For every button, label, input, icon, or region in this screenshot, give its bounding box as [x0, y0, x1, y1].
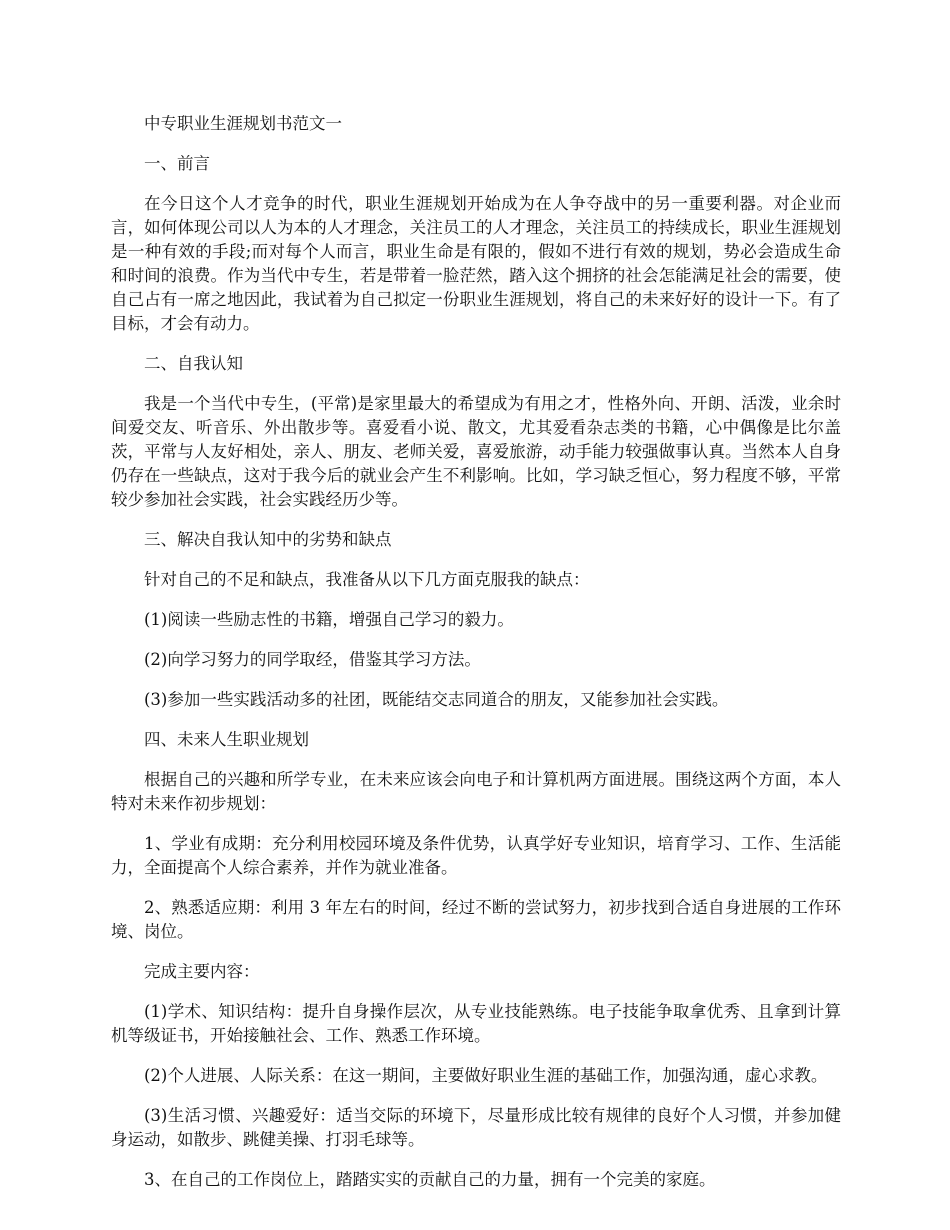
section-heading-weaknesses: 三、解决自我认知中的劣势和缺点	[144, 530, 392, 549]
list-item-weakness-3: (3)参加一些实践活动多的社团，既能结交志同道合的朋友，又能参加社会实践。	[144, 690, 729, 709]
paragraph-preface-body: 在今日这个人才竞争的时代，职业生涯规划开始成为在人争夺战中的另一重要利器。对企业而言，如何体现公司以人为本的人才理念，关注员工的人才理念，关注员工的持续成长，职业生涯规划是一种有效的手段;而对每个人而言，职业生命是有限的，假如不进行有效的规划，势必会造成生命和时间的浪费。作为当代中专生，若是带着一脸茫然，踏入这个拥挤的社会怎能满足社会的需要，使自己占有一席之地因此，我试着为自己拟定一份职业生涯规划，将自己的未来好好的设计一下。有了目标，才会有动力。	[111, 194, 841, 333]
paragraph-self-awareness-body: 我是一个当代中专生，(平常)是家里最大的希望成为有用之才，性格外向、开朗、活泼，业余时间爱交友、听音乐、外出散步等。喜爱看小说、散文，尤其爱看杂志类的书籍，心中偶像是比尔盖茨，平常与人友好相处，亲人、朋友、老师关爱，喜爱旅游，动手能力较强做事认真。当然本人自身仍存在一些缺点，这对于我今后的就业会产生不利影响。比如，学习缺乏恒心，努力程度不够，平常较少参加社会实践，社会实践经历少等。	[111, 394, 841, 509]
section-heading-self-awareness: 二、自我认知	[144, 354, 243, 373]
subheading-main-content: 完成主要内容：	[144, 962, 260, 981]
list-item-content-1: (1)学术、知识结构：提升自身操作层次，从专业技能熟练。电子技能争取拿优秀、且拿到计算机等级证书，开始接触社会、工作、熟悉工作环境。	[111, 1002, 841, 1045]
plan-stage-1: 1、学业有成期：充分利用校园环境及条件优势，认真学好专业知识，培育学习、工作、生活能力，全面提高个人综合素养，并作为就业准备。	[111, 834, 841, 877]
list-item-content-3: (3)生活习惯、兴趣爱好：适当交际的环境下，尽量形成比较有规律的良好个人习惯，并参加健身运动，如散步、跳健美操、打羽毛球等。	[111, 1106, 841, 1149]
paragraph-weaknesses-intro: 针对自己的不足和缺点，我准备从以下几方面克服我的缺点：	[144, 570, 590, 589]
document-page	[111, 112, 841, 1208]
section-heading-future-plan: 四、未来人生职业规划	[144, 730, 309, 749]
list-item-weakness-1: (1)阅读一些励志性的书籍，增强自己学习的毅力。	[144, 610, 514, 629]
document-title: 中专职业生涯规划书范文一	[144, 114, 342, 133]
plan-stage-2: 2、熟悉适应期：利用 3 年左右的时间，经过不断的尝试努力，初步找到合适自身进展的工作环境、岗位。	[111, 898, 841, 941]
plan-stage-3: 3、在自己的工作岗位上，踏踏实实的贡献自己的力量，拥有一个完美的家庭。	[144, 1170, 716, 1189]
paragraph-future-plan-intro: 根据自己的兴趣和所学专业，在未来应该会向电子和计算机两方面进展。围绕这两个方面，本人特对未来作初步规划：	[111, 770, 841, 813]
list-item-weakness-2: (2)向学习努力的同学取经，借鉴其学习方法。	[144, 650, 481, 669]
list-item-content-2: (2)个人进展、人际关系：在这一期间，主要做好职业生涯的基础工作，加强沟通，虚心求教。	[144, 1066, 828, 1085]
section-heading-preface: 一、前言	[144, 154, 210, 173]
